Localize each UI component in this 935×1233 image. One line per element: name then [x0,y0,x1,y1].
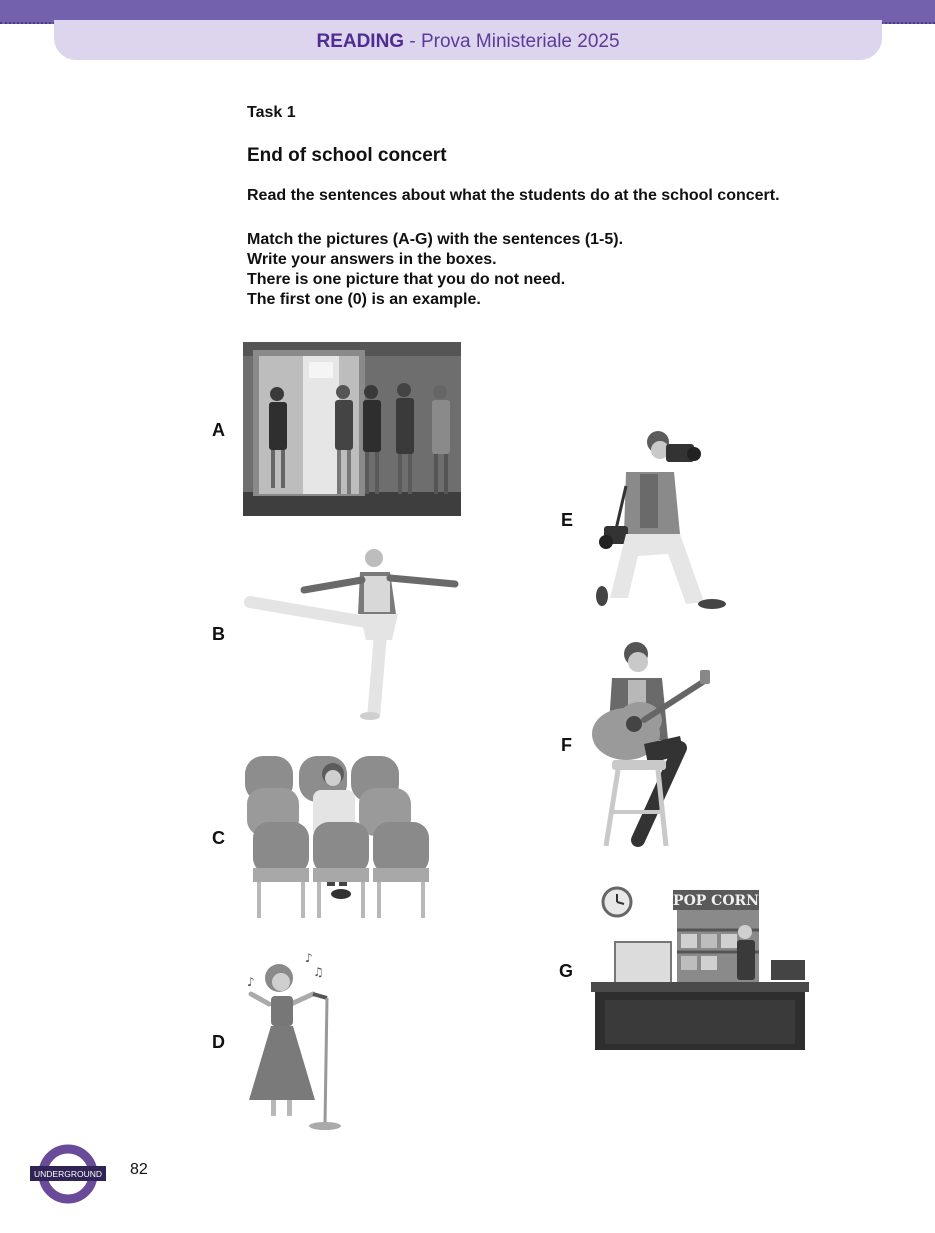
ballet-dancer-icon [240,544,465,722]
snack-bar-icon [591,886,809,1052]
task-label: Task 1 [247,104,296,121]
picture-letter-b: B [212,624,225,644]
ticket-check-icon [243,342,461,516]
task-instructions [247,230,623,310]
page-number: 82 [130,1161,148,1178]
section-subtitle: - Prova Ministeriale 2025 [409,31,620,52]
photographer-icon [596,428,728,610]
instruction-line: There is one picture that you do not need. [247,271,566,288]
picture-letter-f: F [561,735,572,755]
picture-letter-e: E [561,510,574,530]
instruction-line: Match the pictures (A-G) with the sentences (1-5). [247,231,624,248]
audience-member-icon [243,754,433,920]
guitarist-icon [588,640,714,848]
underground-logo [30,1142,106,1206]
picture-letter-d: D [212,1032,225,1052]
svg-text:♫: ♫ [313,965,324,979]
section-title: READING [316,31,405,52]
logo-text: UNDERGROUND [34,1169,102,1179]
svg-text:♪: ♪ [305,952,313,965]
section-header [54,20,882,60]
popcorn-sign: POP CORN [673,893,759,909]
task-title: End of school concert [247,145,447,166]
instruction-line: Write your answers in the boxes. [247,251,497,268]
singer-icon [243,952,361,1130]
svg-text:♪: ♪ [247,975,255,989]
picture-letter-c: C [212,828,225,848]
instruction-line: The first one (0) is an example. [247,291,481,308]
picture-letter-g: G [559,961,574,981]
task-intro: Read the sentences about what the students do at the school concert. [247,187,780,204]
picture-letter-a: A [212,420,225,440]
